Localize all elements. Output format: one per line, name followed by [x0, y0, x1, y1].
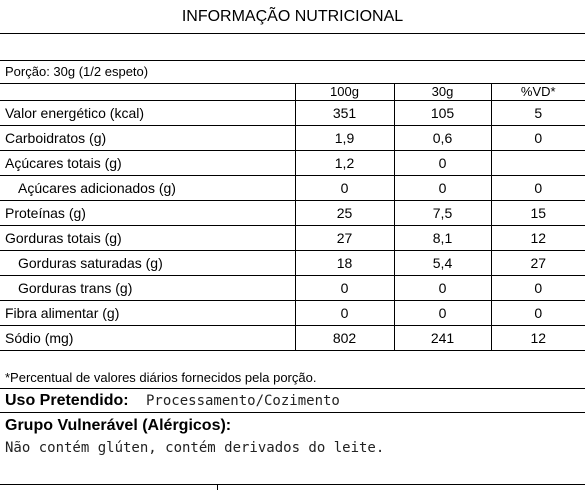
bottom-divider: [0, 484, 585, 485]
nutrient-label: Açúcares totais (g): [0, 151, 295, 176]
value-100g: 351: [295, 101, 394, 126]
table-row: [0, 126, 585, 151]
value-vd: 15: [491, 201, 585, 226]
footnote-text: *Percentual de valores diários fornecidos pela porção.: [5, 370, 317, 385]
value-100g: 18: [295, 251, 394, 276]
value-100g: 802: [295, 326, 394, 351]
footnote: [0, 366, 585, 389]
nutrient-label: Carboidratos (g): [0, 126, 295, 151]
table-row: [0, 301, 585, 326]
label-title: [0, 0, 585, 34]
portion-text: Porção: 30g (1/2 espeto): [5, 64, 149, 79]
intended-use-value: Processamento/Cozimento: [146, 393, 340, 409]
value-30g: 0: [394, 151, 491, 176]
value-30g: 7,5: [394, 201, 491, 226]
table-row: [0, 251, 585, 276]
table-row: [0, 201, 585, 226]
portion-row: [0, 60, 585, 84]
value-30g: 5,4: [394, 251, 491, 276]
value-vd: [491, 151, 585, 176]
value-100g: 0: [295, 301, 394, 326]
nutrient-label: Açúcares adicionados (g): [0, 176, 295, 201]
table-row: [0, 276, 585, 301]
vulnerable-group-label: Grupo Vulnerável (Alérgicos):: [5, 417, 232, 434]
table-row: [0, 226, 585, 251]
header-vd: %VD*: [491, 83, 585, 101]
value-30g: 0: [394, 301, 491, 326]
intended-use-label: Uso Pretendido:: [5, 392, 129, 409]
value-vd: 5: [491, 101, 585, 126]
value-vd: 0: [491, 276, 585, 301]
value-100g: 25: [295, 201, 394, 226]
value-100g: 0: [295, 276, 394, 301]
value-100g: 1,2: [295, 151, 394, 176]
value-100g: 1,9: [295, 126, 394, 151]
value-vd: 27: [491, 251, 585, 276]
value-100g: 27: [295, 226, 394, 251]
value-vd: 0: [491, 126, 585, 151]
value-30g: 105: [394, 101, 491, 126]
nutrient-label: Gorduras totais (g): [0, 226, 295, 251]
value-vd: 0: [491, 176, 585, 201]
value-vd: 12: [491, 326, 585, 351]
value-30g: 241: [394, 326, 491, 351]
header-30g: 30g: [394, 83, 491, 101]
nutrient-label: Gorduras trans (g): [0, 276, 295, 301]
value-30g: 0,6: [394, 126, 491, 151]
table-header-row: [0, 83, 585, 101]
header-blank-cell: [0, 83, 295, 101]
table-row: [0, 326, 585, 351]
label-title-text: INFORMAÇÃO NUTRICIONAL: [181, 7, 404, 25]
value-100g: 0: [295, 176, 394, 201]
nutrient-label: Valor energético (kcal): [0, 101, 295, 126]
nutrient-label: Gorduras saturadas (g): [0, 251, 295, 276]
nutrient-label: Proteínas (g): [0, 201, 295, 226]
value-30g: 0: [394, 176, 491, 201]
vulnerable-group-value: Não contém glúten, contém derivados do leite.: [5, 440, 385, 456]
value-vd: 0: [491, 301, 585, 326]
table-row: [0, 151, 585, 176]
nutrient-label: Fibra alimentar (g): [0, 301, 295, 326]
value-30g: 8,1: [394, 226, 491, 251]
table-row: [0, 176, 585, 201]
header-100g: 100g: [295, 83, 394, 101]
blank-row: [0, 33, 585, 61]
nutrition-table: [0, 83, 585, 351]
bottom-tick: [217, 484, 218, 490]
table-row: [0, 101, 585, 126]
value-vd: 12: [491, 226, 585, 251]
nutrient-label: Sódio (mg): [0, 326, 295, 351]
intended-use-row: [0, 389, 585, 413]
value-30g: 0: [394, 276, 491, 301]
